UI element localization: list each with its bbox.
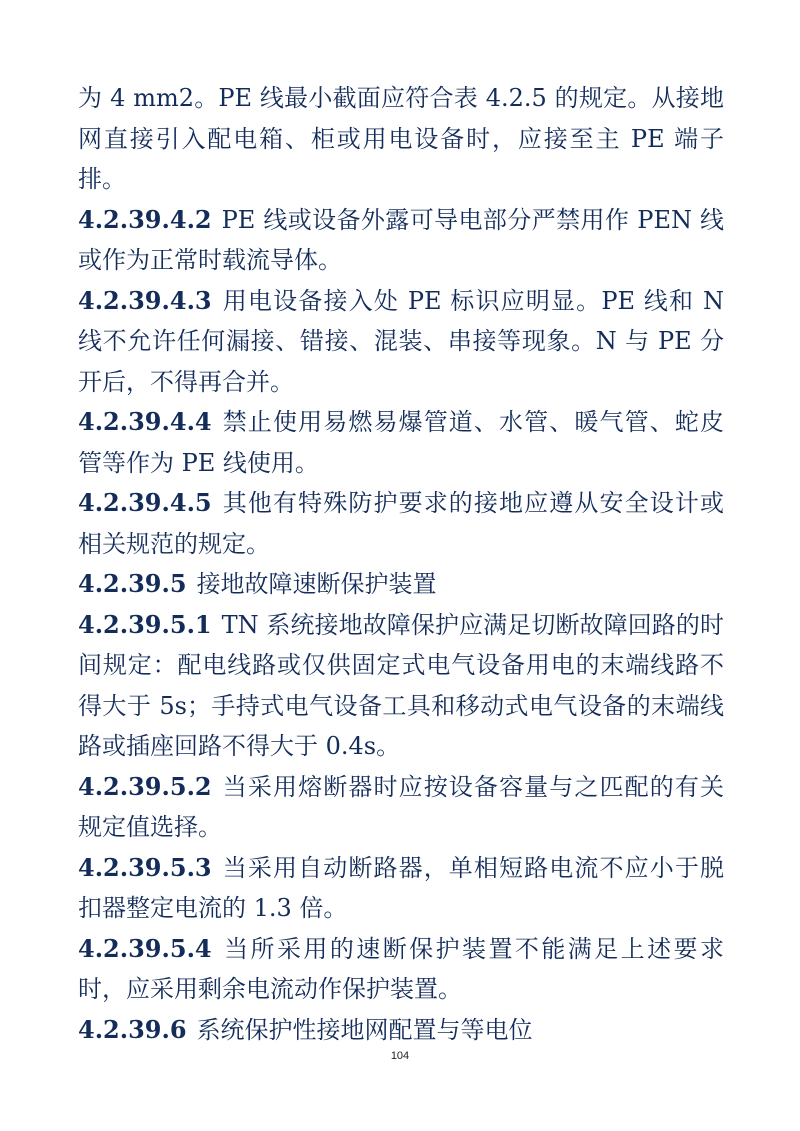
page-number: 104 <box>390 1050 410 1062</box>
clause-number: 4.2.39.4.3 <box>78 285 212 315</box>
clause-4-2-39-5-1 <box>78 605 724 767</box>
clause-text: 当采用自动断路器，单相短路电流不应小于脱扣器整定电流的 1.3 倍。 <box>78 853 724 922</box>
clause-4-2-39-4-4 <box>78 402 724 483</box>
paragraph-text: 为 4 mm2。PE 线最小截面应符合表 4.2.5 的规定。从接地网直接引入配电箱、柜或用电设备时，应接至主 PE 端子排。 <box>78 84 724 193</box>
section-number: 4.2.39.6 <box>78 1014 187 1044</box>
clause-text: PE 线或设备外露可导电部分严禁用作 PEN 线或作为正常时载流导体。 <box>78 205 724 274</box>
paragraph-continuation <box>78 78 724 200</box>
clause-4-2-39-4-2 <box>78 200 724 281</box>
clause-number: 4.2.39.5.1 <box>78 609 212 639</box>
clause-4-2-39-4-3 <box>78 281 724 403</box>
clause-number: 4.2.39.5.3 <box>78 852 212 882</box>
clause-number: 4.2.39.4.2 <box>78 204 212 234</box>
clause-text: 其他有特殊防护要求的接地应遵从安全设计或相关规范的规定。 <box>78 489 724 558</box>
clause-number: 4.2.39.5.4 <box>78 933 212 963</box>
clause-text: 当采用熔断器时应按设备容量与之匹配的有关规定值选择。 <box>78 772 724 841</box>
section-title: 系统保护性接地网配置与等电位 <box>196 1015 533 1044</box>
body-text <box>78 78 724 1050</box>
clause-4-2-39-4-5 <box>78 483 724 564</box>
clause-text: 当所采用的速断保护装置不能满足上述要求时，应采用剩余电流动作保护装置。 <box>78 934 724 1003</box>
clause-4-2-39-5-2 <box>78 767 724 848</box>
clause-number: 4.2.39.4.5 <box>78 488 212 517</box>
clause-number: 4.2.39.5.2 <box>78 771 212 801</box>
section-heading-4-2-39-6 <box>78 1010 724 1051</box>
section-heading-4-2-39-5 <box>78 564 724 605</box>
clause-4-2-39-5-4 <box>78 929 724 1010</box>
section-title: 接地故障速断保护装置 <box>196 570 437 598</box>
clause-text: 禁止使用易燃易爆管道、水管、暖气管、蛇皮管等作为 PE 线使用。 <box>78 408 724 477</box>
section-number: 4.2.39.5 <box>78 569 187 598</box>
clause-number: 4.2.39.4.4 <box>78 407 212 436</box>
clause-text: TN 系统接地故障保护应满足切断故障回路的时间规定：配电线路或仅供固定式电气设备用电的末端线路不得大于 5s；手持式电气设备工具和移动式电气设备的末端线路或插座回路不得大于 0.4s。 <box>78 610 724 760</box>
clause-text: 用电设备接入处 PE 标识应明显。PE 线和 N 线不允许任何漏接、错接、混装、串接等现象。N 与 PE 分开后，不得再合并。 <box>78 286 724 396</box>
clause-4-2-39-5-3 <box>78 848 724 929</box>
